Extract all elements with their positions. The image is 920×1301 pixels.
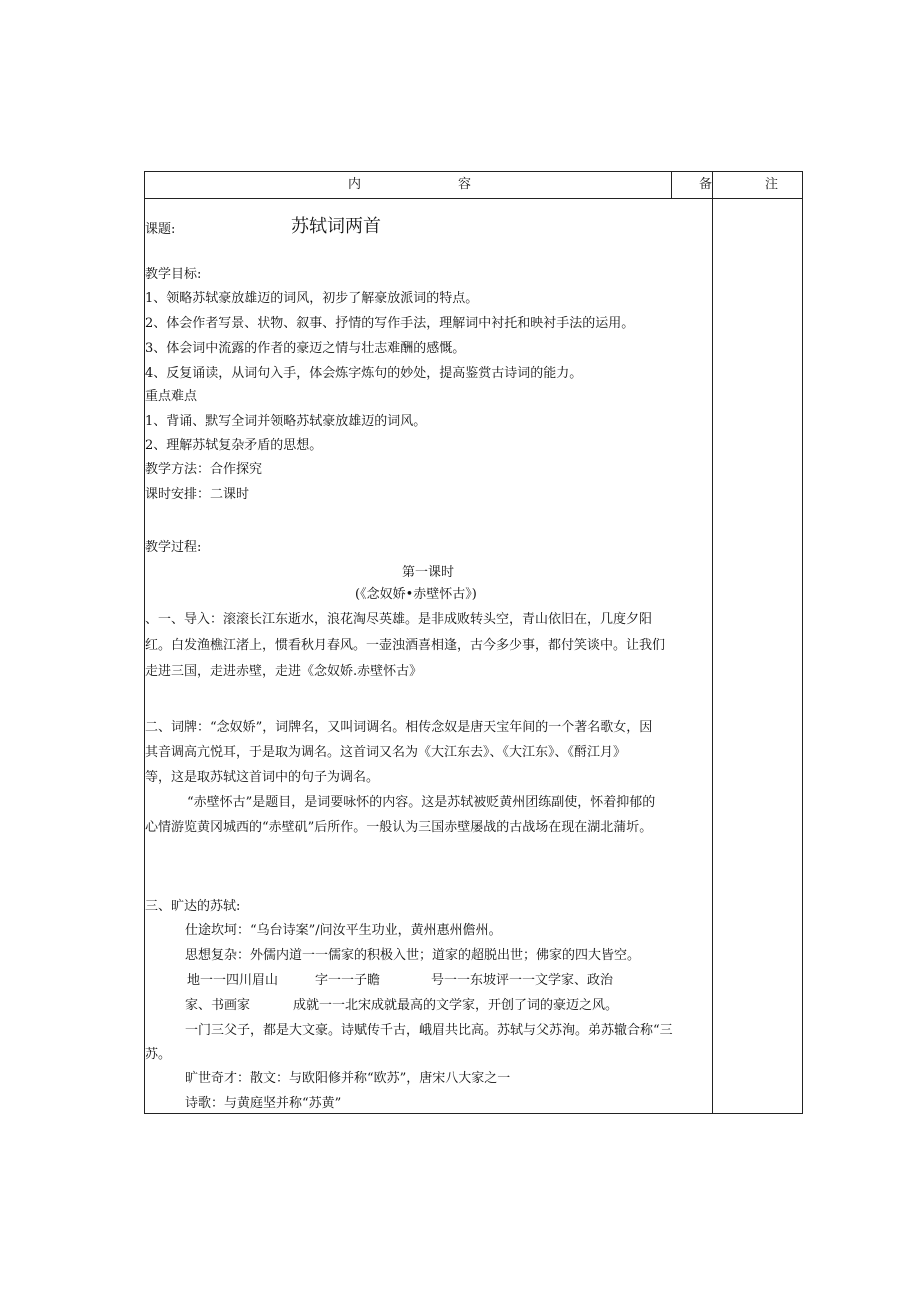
sushi-line: 一门三父子，都是大文豪。诗赋传千古，峨眉共比高。苏轼与父苏洵。弟苏辙合称“三 (185, 1023, 673, 1038)
goal-item: 1、领略苏轼豪放雄迈的词风，初步了解豪放派词的特点。 (145, 291, 479, 306)
intro-line: 、一、导入：滚滚长江东逝水，浪花淘尽英雄。是非成败转头空，青山依旧在，几度夕阳 (145, 612, 653, 627)
poem-title: (《念奴娇•赤壁怀古》) (355, 587, 477, 602)
cipai-line: 等，这是取苏轼这首词中的句子为调名。 (145, 770, 380, 785)
key-item: 2、理解苏轼复杂矛盾的思想。 (145, 438, 323, 453)
sushi-line: 成就一一北宋成就最高的文学家，开创了词的豪迈之风。 (293, 998, 619, 1013)
goal-item: 4、反复诵读，从词句入手，体会炼字炼句的妙处，提高鉴赏古诗词的能力。 (145, 366, 583, 381)
sushi-line: 旷世奇才：散文：与欧阳修并称“欧苏”，唐宋八大家之一 (185, 1071, 511, 1086)
sushi-line: 地一一四川眉山 (187, 973, 279, 988)
period-title: 第一课时 (402, 565, 455, 580)
lesson-title: 苏轼词两首 (291, 216, 381, 237)
goal-item: 2、体会作者写景、状物、叙事、抒情的写作手法，理解词中衬托和映衬手法的运用。 (145, 316, 635, 331)
sushi-line: 号一一东坡评一一文学家、政治 (431, 973, 614, 988)
key-heading: 重点难点 (145, 389, 198, 404)
process-heading: 教学过程: (145, 540, 202, 555)
header-divider (671, 172, 672, 198)
content-header-char-2: 容 (458, 177, 472, 192)
teaching-method: 教学方法：合作探究 (145, 462, 263, 477)
intro-line: 走进三国，走进赤壁，走进《念奴娇.赤壁怀古》 (145, 664, 423, 679)
sushi-line: 仕途坎坷：“乌台诗案”/问汝平生功业，黄州惠州儋州。 (185, 923, 502, 938)
topic-label: 课题: (145, 222, 176, 237)
remark-column-divider (712, 172, 713, 1113)
cipai-line: “赤壁怀古”是题目，是词要咏怀的内容。这是苏轼被贬黄州团练副使，怀着抑郁的 (187, 795, 656, 810)
sushi-line: 诗歌：与黄庭坚并称“苏黄” (185, 1096, 342, 1111)
sushi-line: 思想复杂：外儒内道一一儒家的积极入世；道家的超脱出世；佛家的四大皆空。 (185, 948, 641, 963)
goals-heading: 教学目标: (145, 267, 202, 282)
lesson-plan-table (144, 171, 803, 1114)
remark-header-char-1: 备 (699, 177, 713, 192)
sushi-line: 家、书画家 (185, 998, 251, 1013)
schedule: 课时安排：二课时 (145, 487, 250, 502)
table-header-row (145, 172, 802, 199)
cipai-line: 二、词牌：“念奴娇”，词牌名，又叫词调名。相传念奴是唐天宝年间的一个著名歌女，因 (145, 720, 653, 735)
sushi-heading: 三、旷达的苏轼: (145, 899, 241, 914)
content-header-char-1: 内 (348, 177, 362, 192)
sushi-line: 字一一子瞻 (315, 973, 381, 988)
cipai-line: 心情游览黄冈城西的“赤壁矶”后所作。一般认为三国赤壁屡战的古战场在现在湖北蒲圻。 (145, 820, 653, 835)
intro-line: 红。白发渔樵江渚上，惯看秋月春风。一壶浊酒喜相逢，古今多少事，都付笑谈中。让我们 (145, 638, 666, 653)
cipai-line: 其音调高亢悦耳，于是取为调名。这首词又名为《大江东去》、《大江东》、《酹江月》 (145, 745, 627, 760)
key-item: 1、背诵、默写全词并领略苏轼豪放雄迈的词风。 (145, 414, 427, 429)
sushi-line: 苏。 (145, 1047, 172, 1062)
remark-header-char-2: 注 (765, 177, 779, 192)
goal-item: 3、体会词中流露的作者的豪迈之情与壮志难酬的感慨。 (145, 341, 466, 356)
